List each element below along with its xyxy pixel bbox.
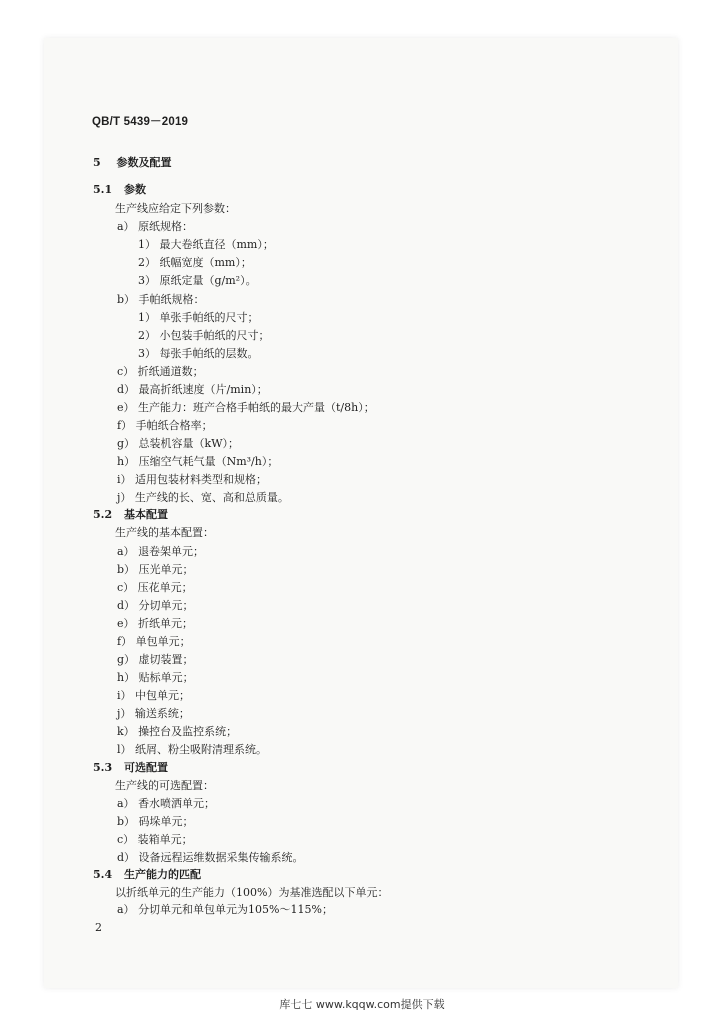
list-text: 香水喷洒单元； (138, 797, 216, 810)
list-text: 输送系统； (134, 707, 190, 720)
list-label: d） (117, 383, 136, 396)
list-item (117, 617, 193, 631)
list-item (117, 653, 194, 667)
list-label: d） (117, 599, 136, 612)
list-item (117, 401, 375, 415)
sub-list-item (138, 274, 257, 288)
list-text: 分切单元； (138, 599, 194, 612)
list-item (117, 491, 289, 505)
list-text: 最大卷纸直径（mm）； (159, 238, 274, 251)
list-item (117, 743, 267, 757)
section-title: 基本配置 (123, 508, 168, 521)
list-item (117, 689, 190, 703)
list-text: 手帕纸合格率； (135, 419, 213, 432)
section-title: 生产能力的匹配 (123, 868, 201, 881)
list-label: k） (117, 725, 135, 738)
list-item (117, 581, 193, 595)
list-text: 退卷架单元； (138, 545, 205, 558)
list-text: 分切单元和单包单元为105%～115%； (138, 903, 333, 916)
list-label: j） (117, 491, 132, 504)
list-text: 小包装手帕纸的尺寸； (159, 329, 270, 342)
list-label: 3） (138, 274, 156, 287)
paragraph: 生产线的可选配置： (115, 779, 214, 792)
list-label: c） (117, 581, 135, 594)
list-text: 操控台及监控系统； (138, 725, 238, 738)
section-number: 5.3 (93, 761, 113, 774)
list-text: 每张手帕纸的层数。 (159, 347, 259, 360)
section-number: 5.2 (93, 508, 113, 521)
list-label: j） (117, 707, 132, 720)
list-item (117, 419, 213, 433)
list-item (117, 545, 204, 559)
list-item (117, 437, 239, 451)
list-text: 压缩空气耗气量（Nm³/h）； (138, 455, 279, 468)
section-number: 5.1 (93, 183, 113, 196)
list-text: 总装机容量（kW）； (138, 437, 240, 450)
section-title: 可选配置 (123, 761, 168, 774)
document-code: QB/T 5439－2019 (92, 116, 189, 128)
list-item (117, 365, 204, 379)
section-5-3-heading (93, 761, 168, 775)
list-item (117, 473, 267, 487)
list-label: e） (117, 617, 135, 630)
list-text: 生产线的长、宽、高和总质量。 (134, 491, 289, 504)
list-label: h） (117, 455, 136, 468)
list-label: a） (117, 545, 135, 558)
list-label: g） (117, 437, 136, 450)
list-item (117, 599, 194, 613)
list-text: 纸幅宽度（mm）； (159, 256, 252, 269)
section-title: 参数及配置 (116, 156, 172, 169)
list-text: 生产能力：班产合格手帕纸的最大产量（t/8h）； (138, 401, 375, 414)
list-label: l） (117, 743, 132, 756)
list-item (117, 815, 194, 829)
section-5-2-heading (93, 508, 168, 522)
list-item (117, 635, 191, 649)
list-text: 折纸通道数； (137, 365, 204, 378)
list-text: 压花单元； (137, 581, 193, 594)
list-text: 手帕纸规格： (138, 293, 205, 306)
list-text: 设备远程运维数据采集传输系统。 (138, 851, 304, 864)
sub-list-item (138, 256, 252, 270)
list-item (117, 293, 205, 307)
list-label: g） (117, 653, 136, 666)
list-text: 单包单元； (135, 635, 191, 648)
list-label: c） (117, 833, 135, 846)
list-label: b） (117, 293, 136, 306)
list-text: 单张手帕纸的尺寸； (159, 311, 259, 324)
section-title: 参数 (123, 183, 146, 196)
list-item (117, 725, 237, 739)
list-label: i） (117, 689, 132, 702)
sub-list-item (138, 238, 274, 252)
sub-list-item (138, 329, 270, 343)
list-label: a） (117, 220, 135, 233)
list-label: b） (117, 563, 136, 576)
list-label: h） (117, 671, 136, 684)
download-footer: 库七七 www.kqqw.com提供下载 (279, 998, 445, 1011)
list-label: 2） (138, 256, 156, 269)
list-label: 3） (138, 347, 156, 360)
paragraph: 生产线的基本配置： (115, 526, 214, 539)
list-text: 贴标单元； (138, 671, 194, 684)
list-label: 1） (138, 311, 156, 324)
list-text: 适用包装材料类型和规格； (135, 473, 268, 486)
list-item (117, 383, 268, 397)
list-item (117, 707, 190, 721)
list-label: a） (117, 903, 135, 916)
list-text: 中包单元； (135, 689, 191, 702)
list-text: 折纸单元； (138, 617, 194, 630)
list-item (117, 671, 194, 685)
list-item (117, 220, 193, 234)
sub-list-item (138, 347, 259, 361)
paragraph: 以折纸单元的生产能力（100%）为基准选配以下单元： (115, 886, 389, 899)
sub-list-item (138, 311, 259, 325)
list-label: a） (117, 797, 135, 810)
list-item (117, 851, 304, 865)
list-item (117, 833, 193, 847)
list-text: 虚切装置； (138, 653, 194, 666)
list-label: 1） (138, 238, 156, 251)
list-text: 装箱单元； (137, 833, 193, 846)
section-5-4-heading (93, 868, 201, 882)
paragraph: 生产线应给定下列参数： (115, 202, 236, 215)
list-label: f） (117, 419, 133, 432)
list-item (117, 455, 278, 469)
list-text: 码垛单元； (138, 815, 194, 828)
list-text: 纸屑、粉尘吸附清理系统。 (135, 743, 268, 756)
list-label: i） (117, 473, 132, 486)
list-label: e） (117, 401, 135, 414)
list-item (117, 797, 215, 811)
section-number: 5.4 (93, 868, 113, 881)
section-5-heading (93, 156, 172, 170)
list-label: 2） (138, 329, 156, 342)
list-label: f） (117, 635, 133, 648)
list-text: 最高折纸速度（片/min）； (138, 383, 268, 396)
section-5-1-heading (93, 183, 146, 197)
list-label: b） (117, 815, 136, 828)
section-number: 5 (93, 156, 101, 169)
list-item (117, 563, 194, 577)
list-text: 原纸定量（g/m²）。 (159, 274, 257, 287)
page-number: 2 (95, 921, 102, 934)
list-label: c） (117, 365, 135, 378)
list-text: 压光单元； (138, 563, 194, 576)
list-item (117, 903, 333, 917)
list-label: d） (117, 851, 136, 864)
list-text: 原纸规格： (138, 220, 194, 233)
